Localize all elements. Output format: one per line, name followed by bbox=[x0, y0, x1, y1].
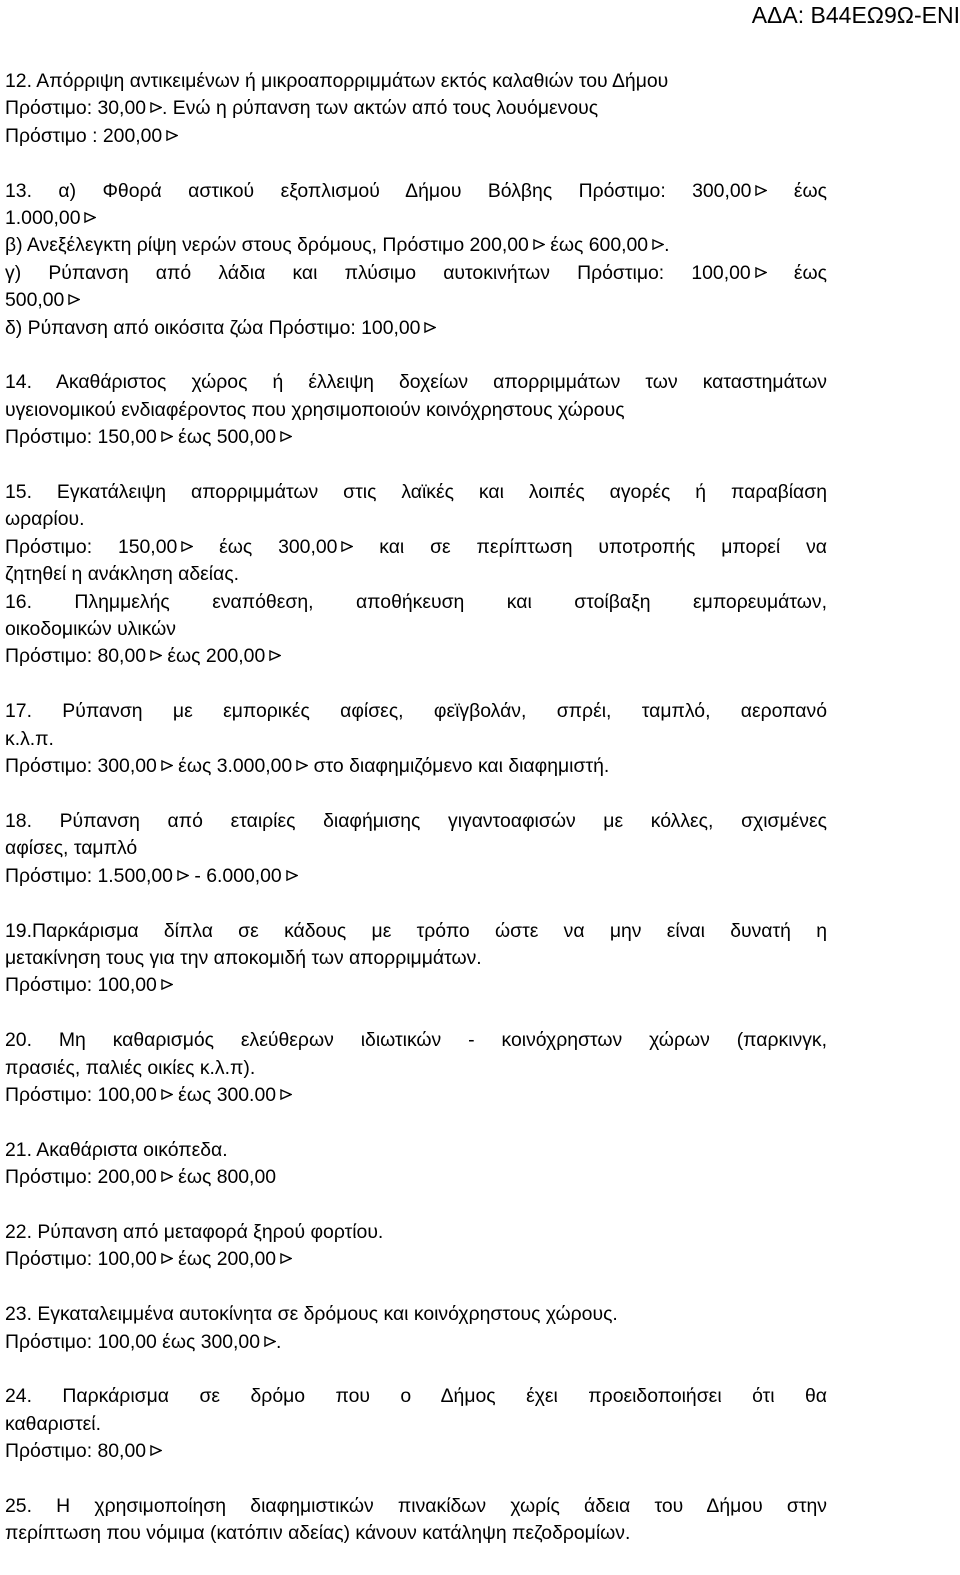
ada-code: ΑΔΑ: Β44ΕΩ9Ω-ΕΝΙ bbox=[751, 2, 960, 28]
line-suffix: - 6.000,00 bbox=[188, 864, 282, 887]
line-suffix: έως 3.000,00 bbox=[172, 755, 293, 778]
line-text: περίπτωση που νόμιμα (κατόπιν αδείας) κάνουν κατάληψη πεζοδρομίων. bbox=[5, 1522, 631, 1545]
euro-glyph-icon bbox=[424, 320, 436, 335]
line-text: Πρόστιμο : 200,00 bbox=[5, 124, 163, 147]
text-line bbox=[5, 178, 827, 205]
euro-glyph-icon bbox=[264, 1334, 276, 1349]
euro-glyph-icon bbox=[177, 868, 189, 883]
text-line bbox=[5, 561, 827, 588]
text-line bbox=[5, 95, 827, 122]
text-line bbox=[5, 1411, 827, 1438]
line-suffix: έως 800,00 bbox=[172, 1166, 277, 1189]
line-text: 12. Απόρριψη αντικειμένων ή μικροαπορριμμάτων εκτός καλαθιών του Δήμου bbox=[5, 70, 669, 92]
line-text: μετακίνηση τους για την αποκομιδή των απορριμμάτων. bbox=[5, 946, 482, 969]
euro-glyph-icon bbox=[161, 1251, 173, 1266]
text-line bbox=[5, 643, 827, 670]
line-text: οικοδομικών υλικών bbox=[5, 618, 176, 641]
euro-glyph-icon bbox=[280, 429, 292, 444]
text-line bbox=[5, 808, 827, 835]
text-line bbox=[5, 397, 827, 424]
text-line bbox=[5, 1082, 827, 1109]
euro-glyph-icon bbox=[161, 758, 173, 773]
text-line bbox=[5, 1438, 827, 1465]
euro-glyph-icon bbox=[166, 128, 178, 143]
euro-glyph-icon bbox=[652, 237, 664, 252]
line-suffix: έως 500,00 bbox=[172, 426, 277, 449]
euro-glyph-icon bbox=[280, 1087, 292, 1102]
euro-glyph-icon bbox=[533, 237, 545, 252]
text-line bbox=[5, 835, 827, 862]
line-suffix: έως 200,00 bbox=[162, 645, 266, 668]
line-text: ζητηθεί η ανάκληση αδείας. bbox=[5, 563, 240, 586]
line-text: υγειονομικού ενδιαφέροντος που χρησιμοποιούν κοινόχρηστους χώρους bbox=[5, 398, 625, 421]
euro-glyph-icon bbox=[269, 648, 281, 663]
line-text: β) Ανεξέλεγκτη ρίψη νερών στους δρόμους, Πρόστιμο 200,00 bbox=[5, 234, 529, 257]
fine-item-paragraph bbox=[5, 1493, 827, 1548]
line-text: 21. Ακαθάριστα οικόπεδα. bbox=[5, 1138, 228, 1161]
line-text: Πρόστιμο: 1.500,00 bbox=[5, 864, 173, 887]
text-line bbox=[5, 260, 827, 287]
fine-item-paragraph bbox=[5, 918, 827, 1000]
text-line bbox=[5, 232, 827, 259]
text-line bbox=[5, 726, 827, 753]
line-text: 500,00 bbox=[5, 289, 65, 312]
line-suffix: και σε περίπτωση υποτροπής μπορεί να bbox=[353, 535, 827, 558]
line-text: 1.000,00 bbox=[5, 207, 81, 230]
text-line bbox=[5, 1164, 827, 1191]
text-line bbox=[5, 918, 827, 945]
line-text: 13. α) Φθορά αστικού εξοπλισμού Δήμου Βόλβης Πρόστιμο: 300,00 bbox=[5, 179, 752, 202]
line-suffix: έως 200,00 bbox=[172, 1248, 277, 1271]
line-text: 23. Εγκαταλειμμένα αυτοκίνητα σε δρόμους και κοινόχρηστους χώρους. bbox=[5, 1303, 618, 1326]
line-suffix: . Ενώ η ρύπανση των ακτών από τους λουόμενους bbox=[162, 97, 599, 120]
euro-glyph-icon bbox=[161, 1087, 173, 1102]
line-text: καθαριστεί. bbox=[5, 1412, 101, 1435]
fine-item-paragraph bbox=[5, 1383, 827, 1465]
line-text: 15. Εγκατάλειψη απορριμμάτων στις λαϊκές και λοιπές αγορές ή παραβίαση bbox=[5, 481, 827, 504]
text-line bbox=[5, 589, 827, 616]
text-line bbox=[5, 1383, 827, 1410]
fine-item-paragraph bbox=[5, 369, 827, 451]
text-line bbox=[5, 616, 827, 643]
line-text: Πρόστιμο: 100,00 bbox=[5, 1083, 157, 1106]
line-text: Πρόστιμο: 100,00 έως 300,00 bbox=[5, 1330, 261, 1353]
euro-glyph-icon bbox=[755, 265, 767, 280]
line-text: Πρόστιμο: 30,00 bbox=[5, 97, 147, 120]
euro-glyph-icon bbox=[161, 977, 173, 992]
line-suffix: έως 600,00 bbox=[544, 234, 649, 257]
line-text: Πρόστιμο: 100,00 bbox=[5, 974, 157, 997]
line-text: 19.Παρκάρισμα δίπλα σε κάδους με τρόπο ώστε να μην είναι δυνατή η bbox=[5, 919, 827, 942]
line-suffix: . bbox=[664, 234, 670, 257]
euro-glyph-icon bbox=[84, 210, 96, 225]
line-text: Πρόστιμο: 80,00 bbox=[5, 645, 147, 668]
euro-glyph-icon bbox=[280, 1251, 292, 1266]
line-text: Πρόστιμο: 80,00 bbox=[5, 1440, 147, 1463]
line-suffix: έως 300.00 bbox=[172, 1083, 277, 1106]
text-line bbox=[5, 287, 827, 314]
fine-item-paragraph bbox=[5, 178, 827, 342]
text-line bbox=[5, 1027, 827, 1054]
text-line bbox=[5, 698, 827, 725]
text-line bbox=[5, 1520, 827, 1547]
line-text: 22. Ρύπανση από μεταφορά ξηρού φορτίου. bbox=[5, 1220, 384, 1243]
euro-glyph-icon bbox=[68, 292, 80, 307]
line-text: 14. Ακαθάριστος χώρος ή έλλειψη δοχείων απορριμμάτων των καταστημάτων bbox=[5, 371, 827, 394]
line-text: 20. Μη καθαρισμός ελεύθερων ιδιωτικών - κοινόχρηστων χώρων (παρκινγκ, bbox=[5, 1029, 827, 1052]
text-line bbox=[5, 1055, 827, 1082]
text-line bbox=[5, 68, 827, 95]
line-text: Πρόστιμο: 150,00 bbox=[5, 535, 178, 558]
text-line bbox=[5, 1329, 827, 1356]
line-text: δ) Ρύπανση από οικόσιτα ζώα Πρόστιμο: 100,00 bbox=[5, 316, 421, 339]
text-line bbox=[5, 506, 827, 533]
euro-glyph-icon bbox=[161, 429, 173, 444]
text-line bbox=[5, 1246, 827, 1273]
fine-item-paragraph bbox=[5, 808, 827, 890]
fine-item-paragraph bbox=[5, 1027, 827, 1109]
euro-glyph-icon bbox=[286, 868, 298, 883]
euro-glyph-icon bbox=[755, 183, 767, 198]
euro-glyph-icon bbox=[341, 539, 353, 554]
line-suffix: . bbox=[276, 1330, 282, 1353]
document-body bbox=[5, 68, 827, 1575]
euro-glyph-icon bbox=[296, 758, 308, 773]
text-line bbox=[5, 945, 827, 972]
line-suffix: έως 300,00 bbox=[193, 535, 338, 558]
euro-glyph-icon bbox=[181, 539, 193, 554]
line-text: κ.λ.π. bbox=[5, 727, 54, 750]
line-text: 16. Πλημμελής εναπόθεση, αποθήκευση και στοίβαξη εμπορευμάτων, bbox=[5, 590, 827, 613]
text-line bbox=[5, 479, 827, 506]
line-text: γ) Ρύπανση από λάδια και πλύσιμο αυτοκινήτων Πρόστιμο: 100,00 bbox=[5, 261, 751, 284]
text-line bbox=[5, 424, 827, 451]
fine-item-paragraph bbox=[5, 589, 827, 671]
line-text: αφίσες, ταμπλό bbox=[5, 837, 138, 860]
fine-item-paragraph bbox=[5, 698, 827, 780]
fine-item-paragraph bbox=[5, 1137, 827, 1192]
line-text: Πρόστιμο: 100,00 bbox=[5, 1248, 157, 1271]
line-text: 24. Παρκάρισμα σε δρόμο που ο Δήμος έχει προειδοποιήσει ότι θα bbox=[5, 1385, 827, 1408]
euro-glyph-icon bbox=[150, 648, 162, 663]
text-line bbox=[5, 1493, 827, 1520]
text-line bbox=[5, 1301, 827, 1328]
line-text: 25. Η χρησιμοποίηση διαφημιστικών πινακίδων χωρίς άδεια του Δήμου στην bbox=[5, 1494, 827, 1517]
line-text: πρασιές, παλιές οικίες κ.λ.π). bbox=[5, 1056, 256, 1079]
euro-glyph-icon bbox=[150, 1443, 162, 1458]
line-suffix: στο διαφημιζόμενο και διαφημιστή. bbox=[308, 755, 610, 778]
text-line bbox=[5, 863, 827, 890]
euro-glyph-icon bbox=[161, 1169, 173, 1184]
line-text: Πρόστιμο: 300,00 bbox=[5, 755, 157, 778]
text-line bbox=[5, 315, 827, 342]
line-suffix: έως bbox=[767, 179, 827, 202]
line-suffix: έως bbox=[766, 261, 827, 284]
fine-item-paragraph bbox=[5, 1301, 827, 1356]
text-line bbox=[5, 123, 827, 150]
text-line bbox=[5, 205, 827, 232]
text-line bbox=[5, 972, 827, 999]
line-text: Πρόστιμο: 200,00 bbox=[5, 1166, 157, 1189]
euro-glyph-icon bbox=[150, 100, 162, 115]
text-line bbox=[5, 753, 827, 780]
text-line bbox=[5, 1219, 827, 1246]
text-line bbox=[5, 1137, 827, 1164]
fine-item-paragraph bbox=[5, 68, 827, 150]
line-text: 17. Ρύπανση με εμπορικές αφίσες, φεϊγβολάν, σπρέι, ταμπλό, αεροπανό bbox=[5, 700, 827, 723]
line-text: Πρόστιμο: 150,00 bbox=[5, 426, 157, 449]
text-line bbox=[5, 534, 827, 561]
fine-item-paragraph bbox=[5, 1219, 827, 1274]
line-text: 18. Ρύπανση από εταιρίες διαφήμισης γιγαντοαφισών με κόλλες, σχισμένες bbox=[5, 809, 827, 832]
fine-item-paragraph bbox=[5, 479, 827, 589]
line-text: ωραρίου. bbox=[5, 508, 85, 531]
text-line bbox=[5, 369, 827, 396]
